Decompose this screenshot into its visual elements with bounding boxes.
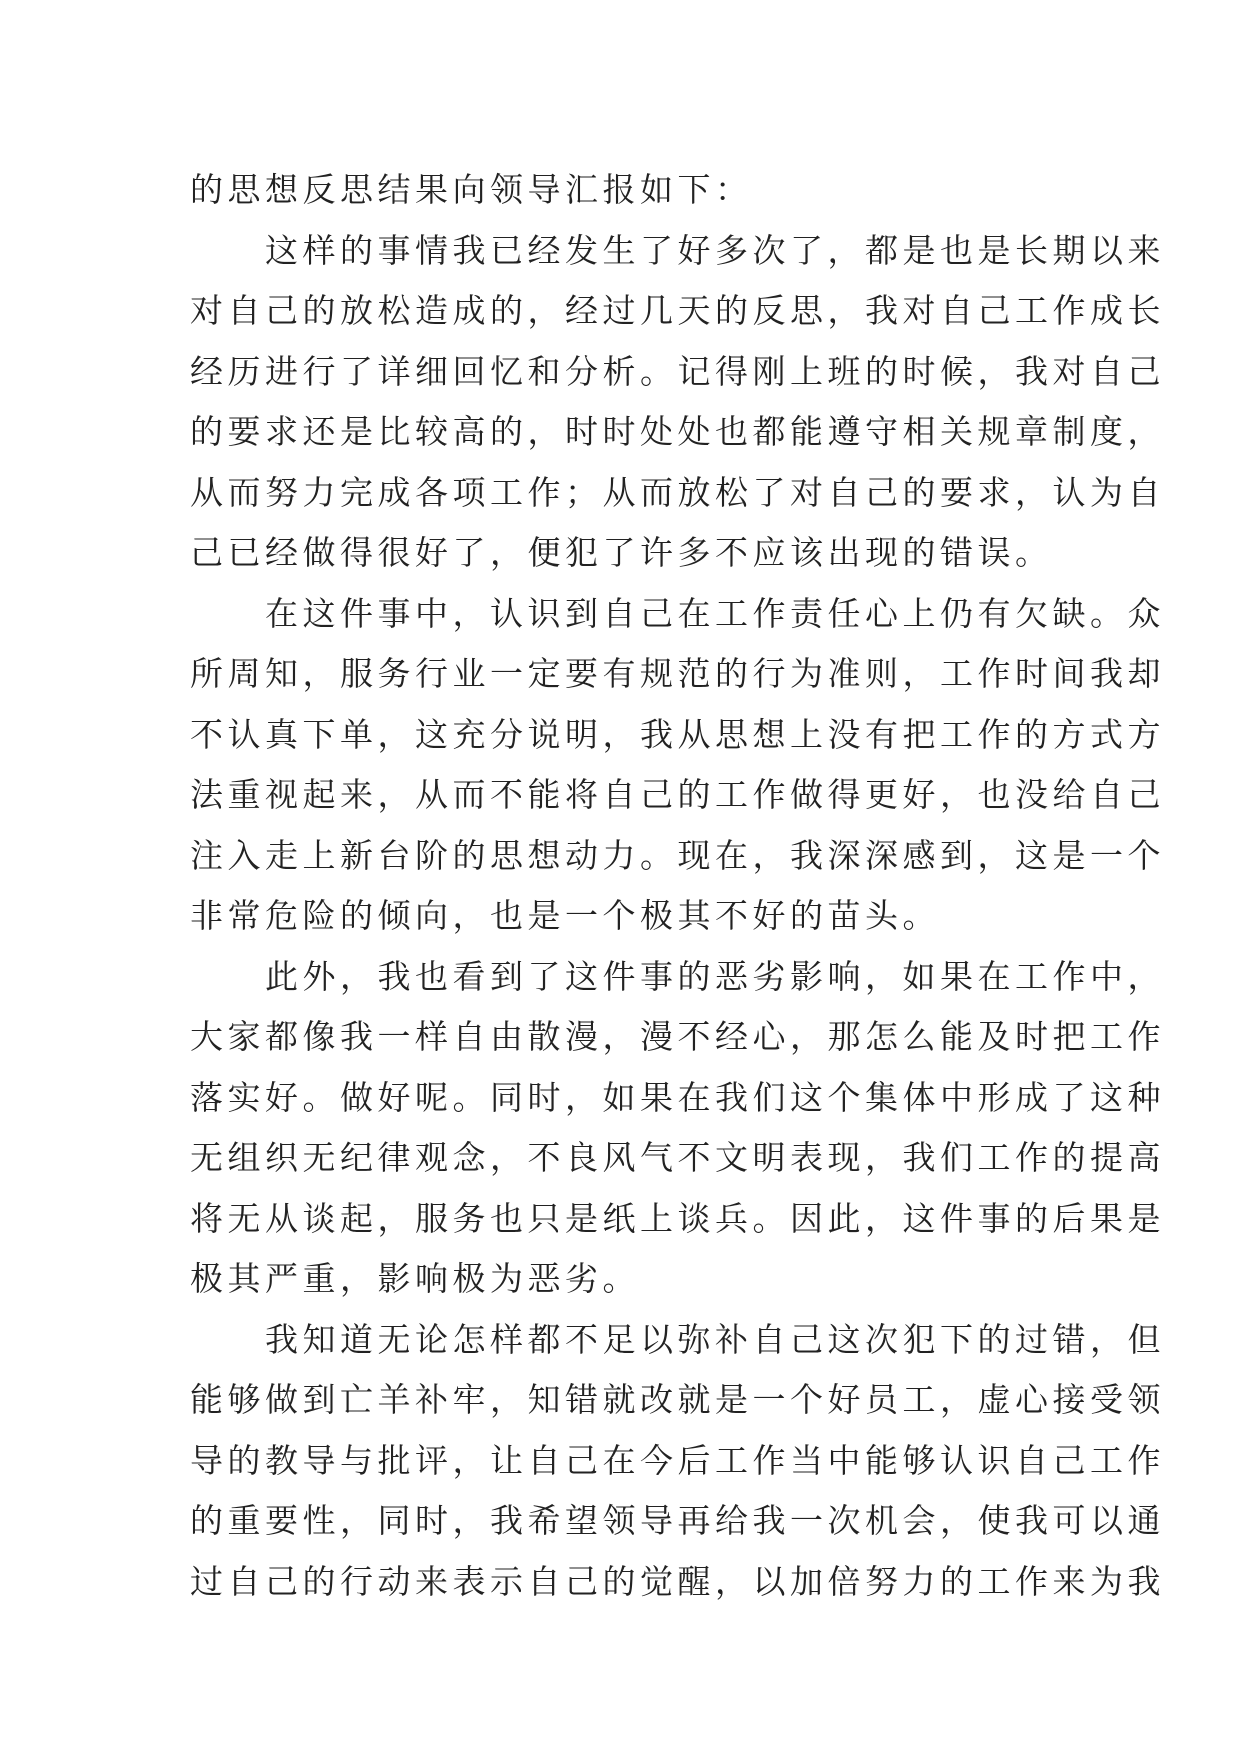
- text-line: 导的教导与批评，让自己在今后工作当中能够认识自己工作: [190, 1440, 1165, 1480]
- text-line: 不认真下单，这充分说明，我从思想上没有把工作的方式方: [190, 714, 1165, 754]
- text-line: 我知道无论怎样都不足以弥补自己这次犯下的过错，但: [190, 1319, 1165, 1359]
- text-line: 这样的事情我已经发生了好多次了，都是也是长期以来: [190, 230, 1165, 270]
- text-line: 从而努力完成各项工作；从而放松了对自己的要求，认为自: [190, 472, 1165, 512]
- text-line: 非常危险的倾向，也是一个极其不好的苗头。: [190, 896, 940, 935]
- text-line: 无组织无纪律观念，不良风气不文明表现，我们工作的提高: [190, 1138, 1165, 1177]
- text-line: 落实好。做好呢。同时，如果在我们这个集体中形成了这种: [190, 1077, 1165, 1117]
- text-line: 己已经做得很好了，便犯了许多不应该出现的错误。: [190, 533, 1053, 572]
- text-line: 的要求还是比较高的，时时处处也都能遵守相关规章制度，: [190, 412, 1165, 451]
- text-line: 的思想反思结果向领导汇报如下：: [190, 170, 753, 209]
- text-line: 在这件事中，认识到自己在工作责任心上仍有欠缺。众: [190, 593, 1165, 633]
- text-line: 大家都像我一样自由散漫，漫不经心，那怎么能及时把工作: [190, 1017, 1165, 1056]
- document-body: [190, 160, 1165, 1612]
- text-line: 所周知，服务行业一定要有规范的行为准则，工作时间我却: [190, 654, 1165, 693]
- text-line: 对自己的放松造成的，经过几天的反思，我对自己工作成长: [190, 291, 1165, 330]
- text-line: 极其严重，影响极为恶劣。: [190, 1259, 640, 1298]
- text-line: 过自己的行动来表示自己的觉醒，以加倍努力的工作来为我: [190, 1561, 1165, 1601]
- text-line: 的重要性，同时，我希望领导再给我一次机会，使我可以通: [190, 1501, 1165, 1540]
- text-line: 经历进行了详细回忆和分析。记得刚上班的时候，我对自己: [190, 351, 1165, 391]
- text-line: 注入走上新台阶的思想动力。现在，我深深感到，这是一个: [190, 835, 1165, 875]
- text-line: 法重视起来，从而不能将自己的工作做得更好，也没给自己: [190, 775, 1165, 814]
- text-line: 将无从谈起，服务也只是纸上谈兵。因此，这件事的后果是: [190, 1198, 1165, 1238]
- text-line: 此外，我也看到了这件事的恶劣影响，如果在工作中，: [190, 956, 1165, 996]
- text-line: 能够做到亡羊补牢，知错就改就是一个好员工，虚心接受领: [190, 1380, 1165, 1419]
